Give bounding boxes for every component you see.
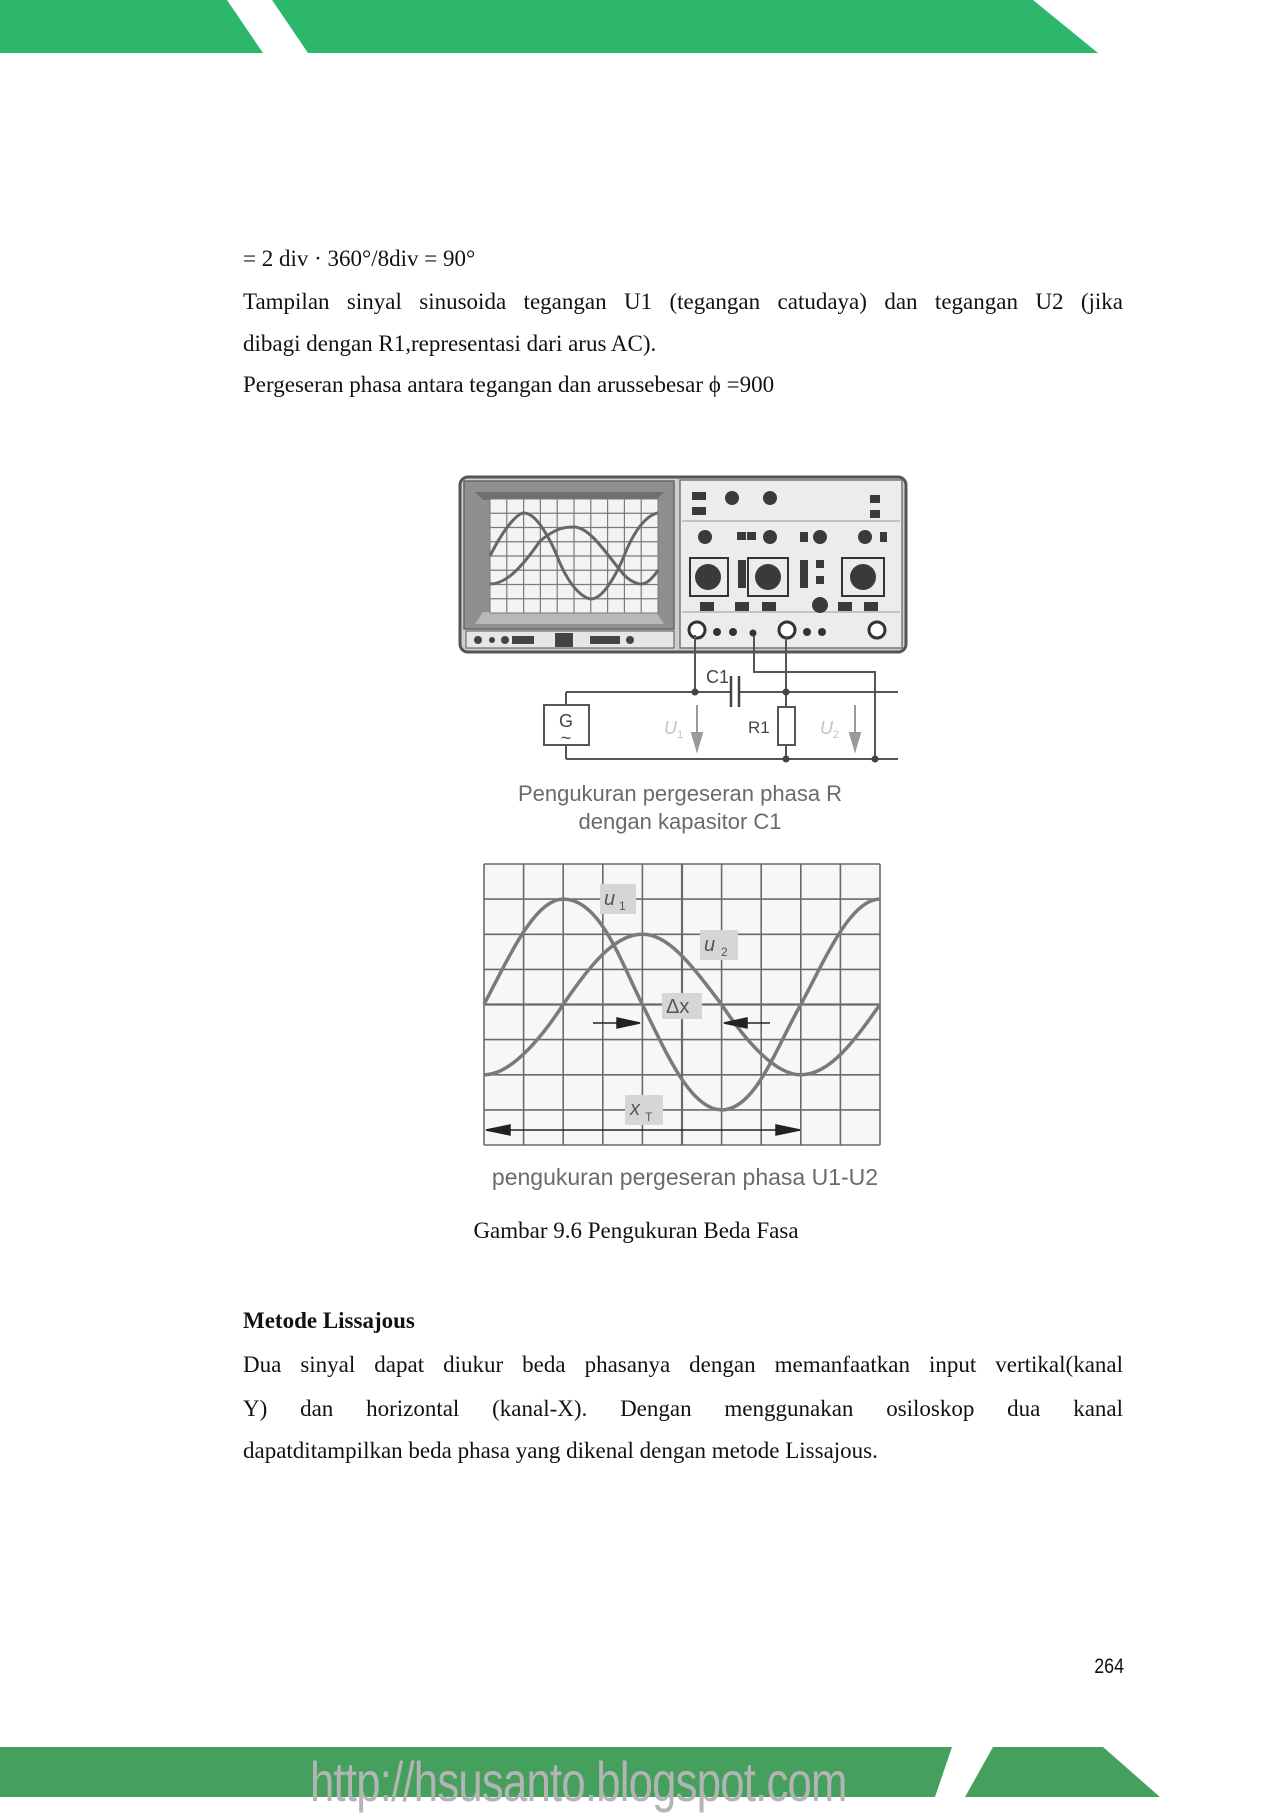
svg-text:2: 2 (721, 945, 728, 959)
paragraph-line: Tampilan sinyal sinusoida tegangan U1 (tegangan catudaya) dan tegangan U2 (jika (243, 289, 1123, 314)
circuit-caption-line2: dengan kapasitor C1 (578, 809, 782, 834)
svg-text:1: 1 (677, 729, 684, 741)
oscilloscope-circuit-figure (440, 470, 920, 770)
u2-label: u (704, 934, 716, 956)
capacitor-c1-symbol (731, 676, 739, 707)
figure-title: Gambar 9.6 Pengukuran Beda Fasa (473, 1218, 799, 1243)
resistor-label: R1 (748, 718, 770, 737)
sine-icon: ~ (560, 728, 572, 748)
u1-label: u (604, 888, 616, 910)
svg-text:2: 2 (833, 729, 840, 741)
section-heading: Metode Lissajous (243, 1308, 415, 1333)
footer-url-link[interactable]: http://hsusanto.blogspot.com (310, 1750, 847, 1813)
generator-label: G (558, 711, 574, 731)
u2-voltage-label: U (820, 718, 833, 738)
phase-waveform-chart (480, 860, 886, 1152)
paragraph-line: Dua sinyal dapat diukur beda phasanya dengan memanfaatkan input vertikal(kanal (243, 1352, 1123, 1377)
waveform-caption: pengukuran pergeseran phasa U1-U2 (491, 1164, 879, 1190)
svg-text:1: 1 (619, 899, 626, 913)
period-label: x (630, 1098, 640, 1120)
paragraph-line: Y) dan horizontal (kanal-X). Dengan menggunakan osiloskop dua kanal (243, 1396, 1123, 1421)
paragraph-line: dapatditampilkan beda phasa yang dikenal dengan metode Lissajous. (243, 1438, 878, 1463)
header-band (0, 0, 1272, 60)
u1-voltage-label: U (664, 718, 677, 738)
delta-x-label: Δx (666, 996, 690, 1018)
paragraph-line: Pergeseran phasa antara tegangan dan arussebesar ϕ =900 (243, 372, 775, 397)
formula-line: = 2 div · 360°/8div = 90° (243, 246, 476, 271)
resistor-r1-symbol (778, 707, 795, 745)
circuit-caption-line1: Pengukuran pergeseran phasa R (517, 781, 843, 806)
capacitor-label: C1 (706, 667, 730, 687)
page-number: 264 (1094, 1655, 1124, 1678)
paragraph-line: dibagi dengan R1,representasi dari arus AC). (243, 331, 657, 356)
svg-text:T: T (645, 1110, 653, 1124)
